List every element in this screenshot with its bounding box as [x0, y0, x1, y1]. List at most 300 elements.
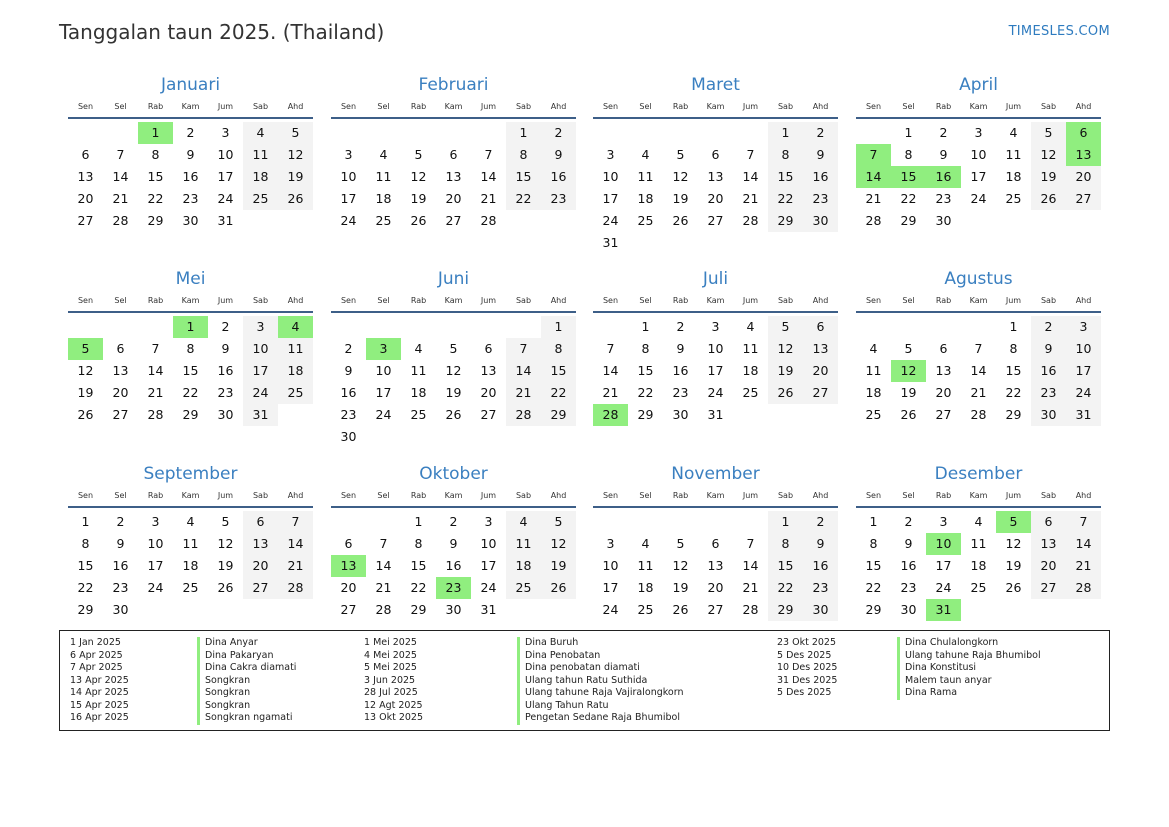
- day-cell: 14: [375, 558, 392, 573]
- day-cell: 21: [602, 385, 619, 400]
- header-rule: [593, 311, 838, 313]
- day-cell: 15: [182, 363, 199, 378]
- day-cell: 8: [1009, 341, 1018, 356]
- day-cell: 9: [676, 341, 685, 356]
- weekday-label: Sen: [77, 490, 94, 500]
- weekday-label: Jum: [480, 101, 497, 111]
- empty-cell: [471, 316, 506, 338]
- day-cell: 10: [480, 536, 497, 551]
- holiday-name: Dina Penobatan: [517, 650, 683, 663]
- day-cell: 2: [344, 341, 353, 356]
- day-cell: 24: [707, 385, 724, 400]
- day-cell: 26: [278, 188, 313, 210]
- day-cell: 14: [480, 169, 497, 184]
- day-cell: 20: [935, 385, 952, 400]
- weekday-header: [593, 486, 838, 504]
- holiday-name: Dina Konstitusi: [897, 662, 1041, 675]
- holiday-names-col-3: [897, 637, 1041, 700]
- weekday-label: Jum: [217, 295, 234, 305]
- day-cell: 4: [1009, 125, 1018, 140]
- holiday-name: Dina Chulalongkorn: [897, 637, 1041, 650]
- weekday-label: Sen: [77, 101, 94, 111]
- day-cell: 27: [77, 213, 94, 228]
- month-juli: [593, 267, 838, 426]
- day-cell: 9: [221, 341, 230, 356]
- empty-cell: [471, 122, 506, 144]
- day-cell: 29: [147, 213, 164, 228]
- holiday-name: Dina Anyar: [197, 637, 296, 650]
- weekday-label: Jum: [1005, 295, 1022, 305]
- day-cell: 17: [340, 191, 357, 206]
- day-cell: 5: [541, 511, 576, 533]
- day-cell: 7: [746, 147, 755, 162]
- day-cell: 10: [707, 341, 724, 356]
- day-cell: 4: [379, 147, 388, 162]
- month-name: Maret: [691, 75, 740, 95]
- empty-cell: [891, 316, 926, 338]
- day-cell: 21: [375, 580, 392, 595]
- month-agustus: [856, 267, 1101, 426]
- day-cell: 29: [768, 599, 803, 621]
- holiday-name: Pengetan Sedane Raja Bhumibol: [517, 712, 683, 725]
- month-name: Juli: [702, 269, 729, 289]
- weekday-label: Ahd: [1075, 101, 1092, 111]
- weekday-label: Sen: [602, 490, 619, 500]
- day-cell: 8: [541, 338, 576, 360]
- empty-cell: [471, 426, 506, 448]
- day-cell: 11: [637, 558, 654, 573]
- empty-cell: [663, 511, 698, 533]
- weekday-label: Sen: [865, 490, 882, 500]
- day-cell: 16: [340, 385, 357, 400]
- weekday-label: Sab: [252, 295, 269, 305]
- day-cell: 30: [340, 429, 357, 444]
- day-cell: 14: [602, 363, 619, 378]
- day-cell: 9: [449, 536, 458, 551]
- day-cell: 25: [970, 580, 987, 595]
- day-cell: 26: [672, 213, 689, 228]
- weekday-label: Rab: [672, 490, 689, 500]
- day-cell: 5: [676, 147, 685, 162]
- day-cell: 27: [243, 577, 278, 599]
- weekday-label: Ahd: [287, 295, 304, 305]
- empty-cell: [506, 210, 541, 232]
- empty-cell: [103, 122, 138, 144]
- day-grid: [593, 316, 838, 426]
- empty-cell: [541, 210, 576, 232]
- day-cell: 9: [541, 144, 576, 166]
- weekday-label: Sen: [340, 490, 357, 500]
- day-cell: 25: [278, 382, 313, 404]
- day-cell: 10: [602, 558, 619, 573]
- day-cell: 7: [278, 511, 313, 533]
- day-cell: 20: [707, 580, 724, 595]
- day-cell: 13: [935, 363, 952, 378]
- day-cell: 8: [151, 147, 160, 162]
- empty-cell: [856, 316, 891, 338]
- day-cell: 8: [186, 341, 195, 356]
- empty-cell: [366, 511, 401, 533]
- holiday-date: 5 Des 2025: [777, 649, 832, 661]
- day-cell: 8: [869, 536, 878, 551]
- holiday-day-cell: 5: [68, 338, 103, 360]
- holiday-date: 13 Okt 2025: [364, 712, 424, 723]
- day-cell: 25: [410, 407, 427, 422]
- holiday-day-cell: 15: [891, 166, 926, 188]
- day-cell: 17: [602, 191, 619, 206]
- day-cell: 12: [1005, 536, 1022, 551]
- day-cell: 28: [112, 213, 129, 228]
- weekday-label: Rab: [672, 295, 689, 305]
- day-cell: 20: [1031, 555, 1066, 577]
- day-cell: 13: [803, 338, 838, 360]
- day-cell: 19: [77, 385, 94, 400]
- empty-cell: [628, 122, 663, 144]
- day-cell: 7: [746, 536, 755, 551]
- day-cell: 23: [541, 188, 576, 210]
- day-cell: 15: [1005, 363, 1022, 378]
- empty-cell: [138, 316, 173, 338]
- weekday-label: Sen: [602, 101, 619, 111]
- holiday-day-cell: 4: [278, 316, 313, 338]
- weekday-label: Rab: [935, 490, 952, 500]
- day-cell: 26: [541, 577, 576, 599]
- weekday-label: Kam: [706, 101, 725, 111]
- holiday-dates-col-1: [70, 637, 129, 725]
- weekday-label: Sel: [639, 490, 652, 500]
- holiday-day-cell: 13: [1066, 144, 1101, 166]
- day-cell: 20: [1066, 166, 1101, 188]
- day-cell: 29: [900, 213, 917, 228]
- day-grid: [68, 316, 313, 426]
- day-cell: 13: [480, 363, 497, 378]
- day-cell: 17: [375, 385, 392, 400]
- day-cell: 1: [1009, 319, 1018, 334]
- day-cell: 20: [340, 580, 357, 595]
- header-rule: [68, 117, 313, 119]
- empty-cell: [733, 404, 768, 426]
- holiday-date: 6 Apr 2025: [70, 649, 123, 661]
- day-cell: 26: [1005, 580, 1022, 595]
- day-cell: 23: [803, 188, 838, 210]
- empty-cell: [1031, 210, 1066, 232]
- day-cell: 7: [506, 338, 541, 360]
- day-cell: 24: [480, 580, 497, 595]
- month-januari: [68, 73, 313, 232]
- day-cell: 30: [445, 602, 462, 617]
- weekday-label: Sen: [602, 295, 619, 305]
- day-cell: 11: [182, 536, 199, 551]
- weekday-label: Kam: [969, 101, 988, 111]
- day-cell: 26: [768, 382, 803, 404]
- empty-cell: [278, 210, 313, 232]
- weekday-header: [331, 97, 576, 115]
- day-grid: [856, 511, 1101, 621]
- weekday-label: Sel: [377, 490, 390, 500]
- day-cell: 29: [541, 404, 576, 426]
- day-cell: 22: [637, 385, 654, 400]
- weekday-label: Rab: [147, 295, 164, 305]
- day-cell: 3: [606, 147, 615, 162]
- empty-cell: [803, 404, 838, 426]
- day-cell: 11: [637, 169, 654, 184]
- day-cell: 25: [375, 213, 392, 228]
- empty-cell: [768, 404, 803, 426]
- day-cell: 19: [541, 555, 576, 577]
- empty-cell: [506, 599, 541, 621]
- day-cell: 19: [217, 558, 234, 573]
- holiday-date: 14 Apr 2025: [70, 687, 129, 698]
- day-cell: 11: [742, 341, 759, 356]
- day-cell: 9: [803, 144, 838, 166]
- day-cell: 7: [606, 341, 615, 356]
- weekday-label: Sab: [515, 295, 532, 305]
- holiday-date: 31 Des 2025: [777, 674, 838, 686]
- day-cell: 8: [81, 536, 90, 551]
- empty-cell: [698, 122, 733, 144]
- day-cell: 28: [375, 602, 392, 617]
- day-cell: 14: [1066, 533, 1101, 555]
- day-cell: 27: [935, 407, 952, 422]
- holiday-name: Dina Buruh: [517, 637, 683, 650]
- day-cell: 19: [672, 580, 689, 595]
- weekday-label: Rab: [935, 295, 952, 305]
- empty-cell: [278, 599, 313, 621]
- weekday-label: Sab: [777, 295, 794, 305]
- holiday-name: Songkran: [197, 700, 296, 713]
- day-grid: [856, 122, 1101, 232]
- day-cell: 12: [217, 536, 234, 551]
- weekday-label: Sab: [1040, 490, 1057, 500]
- day-cell: 24: [147, 580, 164, 595]
- day-cell: 5: [414, 147, 423, 162]
- day-cell: 14: [970, 363, 987, 378]
- day-cell: 31: [217, 213, 234, 228]
- day-cell: 28: [970, 407, 987, 422]
- day-cell: 25: [637, 213, 654, 228]
- day-cell: 3: [484, 514, 493, 529]
- holiday-dates-col-3: [777, 637, 837, 700]
- day-cell: 4: [869, 341, 878, 356]
- day-cell: 3: [344, 147, 353, 162]
- weekday-label: Ahd: [1075, 490, 1092, 500]
- day-cell: 27: [340, 602, 357, 617]
- day-cell: 30: [935, 213, 952, 228]
- weekday-label: Jum: [480, 295, 497, 305]
- holiday-day-cell: 12: [891, 360, 926, 382]
- day-cell: 18: [278, 360, 313, 382]
- day-cell: 5: [768, 316, 803, 338]
- day-cell: 10: [602, 169, 619, 184]
- day-cell: 7: [151, 341, 160, 356]
- empty-cell: [803, 232, 838, 254]
- day-cell: 14: [506, 360, 541, 382]
- holiday-list: [59, 630, 1110, 731]
- day-cell: 1: [768, 122, 803, 144]
- day-cell: 2: [1031, 316, 1066, 338]
- day-cell: 7: [116, 147, 125, 162]
- day-cell: 18: [1005, 169, 1022, 184]
- empty-cell: [173, 599, 208, 621]
- day-cell: 24: [602, 602, 619, 617]
- day-cell: 7: [379, 536, 388, 551]
- day-cell: 27: [707, 602, 724, 617]
- day-cell: 16: [1031, 360, 1066, 382]
- weekday-label: Sel: [902, 490, 915, 500]
- day-cell: 13: [1031, 533, 1066, 555]
- day-grid: [331, 511, 576, 621]
- weekday-label: Jum: [217, 490, 234, 500]
- day-cell: 18: [970, 558, 987, 573]
- day-cell: 23: [1031, 382, 1066, 404]
- empty-cell: [698, 511, 733, 533]
- day-cell: 17: [1066, 360, 1101, 382]
- day-cell: 22: [865, 580, 882, 595]
- day-cell: 24: [1066, 382, 1101, 404]
- empty-cell: [996, 599, 1031, 621]
- empty-cell: [68, 122, 103, 144]
- day-cell: 22: [900, 191, 917, 206]
- weekday-label: Kam: [444, 101, 463, 111]
- weekday-label: Sel: [902, 101, 915, 111]
- day-cell: 18: [243, 166, 278, 188]
- empty-cell: [436, 316, 471, 338]
- day-cell: 15: [637, 363, 654, 378]
- day-cell: 16: [803, 555, 838, 577]
- holiday-day-cell: 23: [436, 577, 471, 599]
- empty-cell: [733, 232, 768, 254]
- weekday-label: Sab: [252, 490, 269, 500]
- empty-cell: [663, 122, 698, 144]
- day-cell: 24: [340, 213, 357, 228]
- day-cell: 19: [672, 191, 689, 206]
- empty-cell: [856, 122, 891, 144]
- day-cell: 28: [147, 407, 164, 422]
- day-cell: 2: [186, 125, 195, 140]
- weekday-header: [331, 291, 576, 309]
- holiday-name: Songkran ngamati: [197, 712, 296, 725]
- day-cell: 25: [865, 407, 882, 422]
- day-cell: 21: [742, 191, 759, 206]
- day-cell: 19: [278, 166, 313, 188]
- weekday-label: Sel: [639, 101, 652, 111]
- day-cell: 4: [974, 514, 983, 529]
- month-oktober: [331, 462, 576, 621]
- day-cell: 27: [1066, 188, 1101, 210]
- day-cell: 9: [1031, 338, 1066, 360]
- weekday-label: Sel: [902, 295, 915, 305]
- header-rule: [593, 117, 838, 119]
- weekday-label: Sab: [252, 101, 269, 111]
- weekday-label: Kam: [706, 490, 725, 500]
- day-cell: 31: [602, 235, 619, 250]
- day-cell: 21: [506, 382, 541, 404]
- day-cell: 14: [112, 169, 129, 184]
- day-cell: 19: [445, 385, 462, 400]
- weekday-label: Ahd: [287, 490, 304, 500]
- day-cell: 19: [900, 385, 917, 400]
- day-cell: 31: [707, 407, 724, 422]
- weekday-label: Ahd: [1075, 295, 1092, 305]
- day-cell: 4: [641, 536, 650, 551]
- holiday-name: Ulang tahun Ratu Suthida: [517, 675, 683, 688]
- weekday-label: Jum: [1005, 101, 1022, 111]
- empty-cell: [541, 599, 576, 621]
- header-rule: [68, 506, 313, 508]
- empty-cell: [243, 210, 278, 232]
- page-title: Tanggalan taun 2025. (Thailand): [59, 20, 385, 44]
- day-cell: 24: [217, 191, 234, 206]
- header-rule: [856, 311, 1101, 313]
- empty-cell: [103, 316, 138, 338]
- weekday-header: [856, 291, 1101, 309]
- day-cell: 25: [506, 577, 541, 599]
- day-cell: 29: [768, 210, 803, 232]
- day-cell: 5: [278, 122, 313, 144]
- empty-cell: [68, 316, 103, 338]
- day-cell: 6: [711, 536, 720, 551]
- day-cell: 9: [803, 533, 838, 555]
- weekday-label: Sen: [77, 295, 94, 305]
- day-cell: 26: [445, 407, 462, 422]
- day-cell: 21: [480, 191, 497, 206]
- holiday-date: 1 Jan 2025: [70, 637, 121, 648]
- holiday-day-cell: 14: [856, 166, 891, 188]
- day-cell: 6: [344, 536, 353, 551]
- weekday-label: Kam: [181, 295, 200, 305]
- empty-cell: [541, 426, 576, 448]
- weekday-label: Sel: [114, 490, 127, 500]
- day-cell: 25: [742, 385, 759, 400]
- day-cell: 14: [278, 533, 313, 555]
- day-cell: 3: [711, 319, 720, 334]
- day-cell: 20: [480, 385, 497, 400]
- day-cell: 20: [803, 360, 838, 382]
- day-cell: 27: [445, 213, 462, 228]
- day-cell: 21: [742, 580, 759, 595]
- weekday-label: Sel: [377, 295, 390, 305]
- weekday-header: [68, 486, 313, 504]
- day-cell: 20: [77, 191, 94, 206]
- day-cell: 26: [1031, 188, 1066, 210]
- month-februari: [331, 73, 576, 232]
- header-rule: [593, 506, 838, 508]
- empty-cell: [506, 316, 541, 338]
- day-cell: 30: [1031, 404, 1066, 426]
- day-cell: 17: [602, 580, 619, 595]
- day-cell: 1: [768, 511, 803, 533]
- weekday-header: [856, 486, 1101, 504]
- site-link[interactable]: TIMESLES.COM: [1008, 24, 1110, 39]
- weekday-label: Rab: [410, 490, 427, 500]
- day-cell: 16: [445, 558, 462, 573]
- day-cell: 13: [112, 363, 129, 378]
- month-name: September: [143, 464, 238, 484]
- day-cell: 30: [803, 599, 838, 621]
- day-cell: 30: [217, 407, 234, 422]
- day-cell: 16: [182, 169, 199, 184]
- day-cell: 4: [186, 514, 195, 529]
- holiday-date: 13 Apr 2025: [70, 674, 129, 686]
- weekday-label: Ahd: [550, 101, 567, 111]
- day-grid: [856, 316, 1101, 426]
- day-cell: 10: [970, 147, 987, 162]
- weekday-label: Jum: [742, 295, 759, 305]
- weekday-label: Kam: [969, 295, 988, 305]
- day-cell: 11: [506, 533, 541, 555]
- empty-cell: [331, 316, 366, 338]
- day-cell: 18: [637, 580, 654, 595]
